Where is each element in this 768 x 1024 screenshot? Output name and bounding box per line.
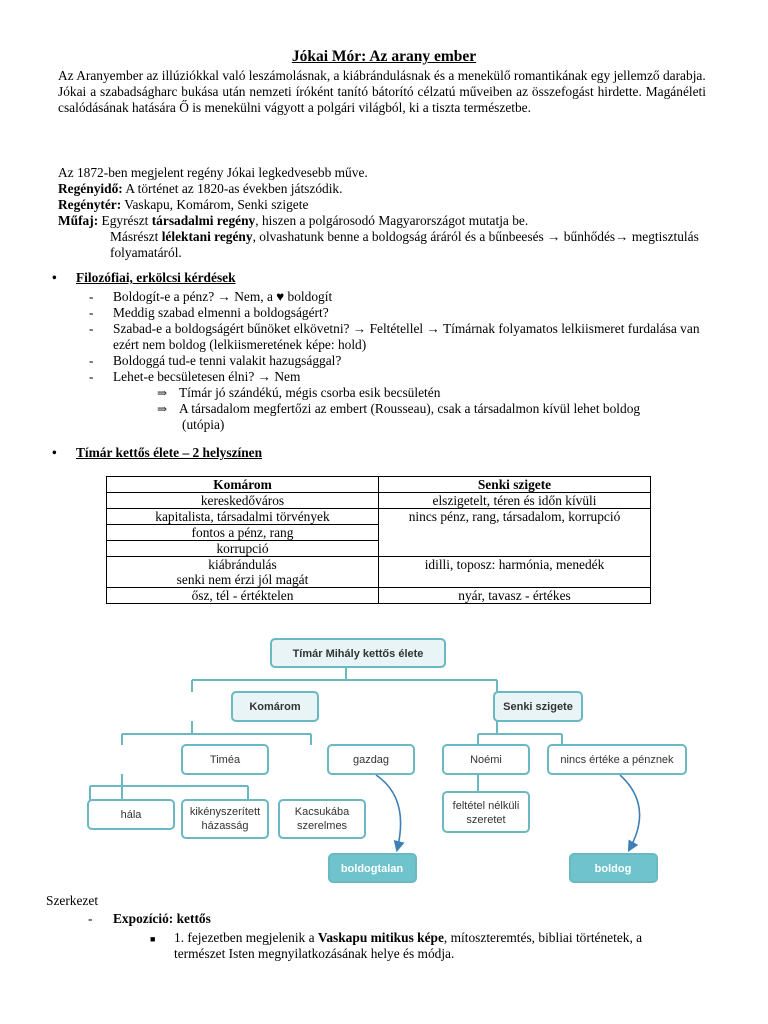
- info-genre-label: Műfaj:: [58, 213, 99, 228]
- list-item: - Boldoggá tud-e tenni valakit hazugsággal?: [88, 353, 708, 369]
- table-header-row: [107, 477, 651, 493]
- genre-1-bold: társadalmi regény: [151, 213, 256, 228]
- table-cell: kapitalista, társadalmi törvények: [107, 509, 379, 525]
- info-time: [58, 181, 706, 197]
- diagram-noemi-label: Noémi: [470, 754, 502, 766]
- table-cell-line: senki nem érzi jól magát: [176, 572, 309, 587]
- genre-2-bold: lélektani regény: [161, 229, 253, 244]
- diagram-hala-label: hála: [120, 809, 142, 821]
- point-post: , mítoszteremtés, bibliai történetek, a természet Isten megnyilatkozásának helye és módja.: [174, 930, 643, 961]
- list-item: - Boldogít-e a pénz? → Nem, a ♥ boldogít: [88, 289, 708, 305]
- table-cell: nyár, tavasz - értékes: [379, 588, 651, 604]
- genre-2-pre: Másrészt: [110, 229, 162, 244]
- intro-paragraph-1: Az Aranyember az illúziókkal való leszámolásnak, a kiábrándulásnak és a menekülő romantikának egy jellemző darabja.: [58, 68, 706, 83]
- table-row: [107, 493, 651, 509]
- diagram-gazdag-label: gazdag: [352, 754, 390, 766]
- diagram-komarom-label: Komárom: [249, 701, 301, 713]
- concept-diagram: [76, 628, 690, 890]
- table-row: [107, 557, 651, 588]
- table-cell: ősz, tél - értéktelen: [107, 588, 379, 604]
- info-time-label: Regényidő:: [58, 181, 123, 196]
- exposition-text: Expozíció: kettős: [113, 911, 211, 926]
- sub-list-item: [157, 401, 708, 433]
- diagram-kacsuka-label-2: szerelmes: [296, 820, 348, 832]
- comparison-table: [106, 476, 651, 604]
- diagram-feltetel-box: [443, 792, 529, 832]
- info-genre-1: [58, 213, 706, 229]
- section-heading-questions: [52, 270, 236, 286]
- intro-paragraph-2: Jókai a szabadságharc bukása után nemzeti íróként tanító bátorító célzatú műveiben az összefogást hirdette. Magánéleti csalódásának hatására Ő is menekülni vágyott a polgári világból, ki a tiszta természetbe.: [58, 84, 706, 115]
- list-item: - Szabad-e a boldogságért bűnöket elkövetni? → Feltétellel → Tímárnak folyamatos lelkiismeret furdalása van ezért nem boldog (lelkiismeretének képe: hold): [88, 321, 708, 353]
- table-cell: elszigetelt, téren és időn kívüli: [379, 493, 651, 509]
- diagram-kikenyszeritett-label: kikényszerített: [189, 806, 261, 818]
- info-first-line: Az 1872-ben megjelent regény Jókai legkedvesebb műve.: [58, 165, 368, 180]
- sub-list-item: ⇒ Tímár jó szándékú, mégis csorba esik becsületén: [157, 385, 708, 401]
- table-row: [107, 509, 651, 525]
- diagram-nincs-label: nincs értéke a pénznek: [560, 754, 674, 766]
- structure-point-text: [150, 930, 670, 962]
- table-cell: nincs pénz, rang, társadalom, korrupció: [379, 509, 651, 557]
- info-place: [58, 197, 706, 213]
- dash-marker: -: [88, 911, 93, 926]
- diagram-boldogtalan-label: boldogtalan: [340, 863, 404, 875]
- section1-heading-text: Filozófiai, erkölcsi kérdések: [76, 270, 236, 285]
- diagram-root-label: Tímár Mihály kettős élete: [292, 648, 424, 660]
- bullet-icon: •: [52, 445, 57, 460]
- diagram-connectors: [90, 667, 562, 800]
- table-row: [107, 588, 651, 604]
- genre-2-post: , olvashatunk benne a boldogság áráról és a bűnbeesés → bűnhődés→ megtisztulás folyamatáról.: [110, 229, 699, 260]
- info-genre-2: [58, 229, 706, 261]
- section-heading-double-life: [52, 445, 262, 461]
- list-item: - Meddig szabad elmenni a boldogságért?: [88, 305, 708, 321]
- book-info: [58, 165, 706, 261]
- info-time-value: A történet az 1820-as években játszódik.: [122, 181, 343, 196]
- structure-point: [150, 930, 670, 962]
- table-cell: idilli, toposz: harmónia, menedék: [379, 557, 651, 588]
- point-pre: 1. fejezetben megjelenik a: [174, 930, 318, 945]
- diagram-timea-label: Timéa: [209, 754, 241, 766]
- concept-diagram-svg: [76, 628, 690, 890]
- table-cell: kereskedőváros: [107, 493, 379, 509]
- genre-1-pre: Egyrészt: [98, 213, 152, 228]
- point-bold: Vaskapu mitikus képe: [317, 930, 444, 945]
- list-item: [88, 369, 708, 433]
- info-place-value: Vaskapu, Komárom, Senki szigete: [121, 197, 309, 212]
- diagram-boldog-label: boldog: [594, 863, 632, 875]
- square-bullet-icon: ■: [150, 934, 156, 944]
- sub-list-item-text: A társadalom megfertőzi az embert (Rousseau), csak a társadalmon kívül lehet boldog: [179, 401, 641, 416]
- table-cell: fontos a pénz, rang: [107, 525, 379, 541]
- diagram-feltetel-label-2: szeretet: [466, 814, 506, 826]
- diagram-senki-label: Senki szigete: [503, 701, 573, 713]
- info-place-label: Regénytér:: [58, 197, 122, 212]
- diagram-kikenyszeritett-label-2: házasság: [201, 820, 249, 832]
- sub-list: [113, 385, 708, 433]
- table-cell: [107, 557, 379, 588]
- bullet-icon: •: [52, 270, 57, 285]
- section2-heading-text: Tímár kettős élete – 2 helyszínen: [76, 445, 263, 460]
- diagram-feltetel-label: feltétel nélküli: [452, 800, 520, 812]
- list-item-text: Lehet-e becsületesen élni? → Nem: [113, 369, 301, 384]
- table-cell-line: kiábrándulás: [208, 557, 277, 572]
- table-header-komarom: Komárom: [107, 477, 379, 493]
- document-title: Jókai Mór: Az arany ember: [291, 48, 477, 65]
- sub-list-item-continuation: (utópia): [182, 417, 225, 432]
- table-header-senki-szigete: Senki szigete: [379, 477, 651, 493]
- questions-list: [88, 289, 708, 433]
- structure-label: Szerkezet: [46, 893, 99, 908]
- diagram-kacsuka-label: Kacsukába: [294, 806, 350, 818]
- intro: [58, 68, 706, 116]
- structure-exposition: [88, 911, 211, 927]
- genre-1-post: , hiszen a polgárosodó Magyarországot mutatja be.: [255, 213, 529, 228]
- table-cell: korrupció: [107, 541, 379, 557]
